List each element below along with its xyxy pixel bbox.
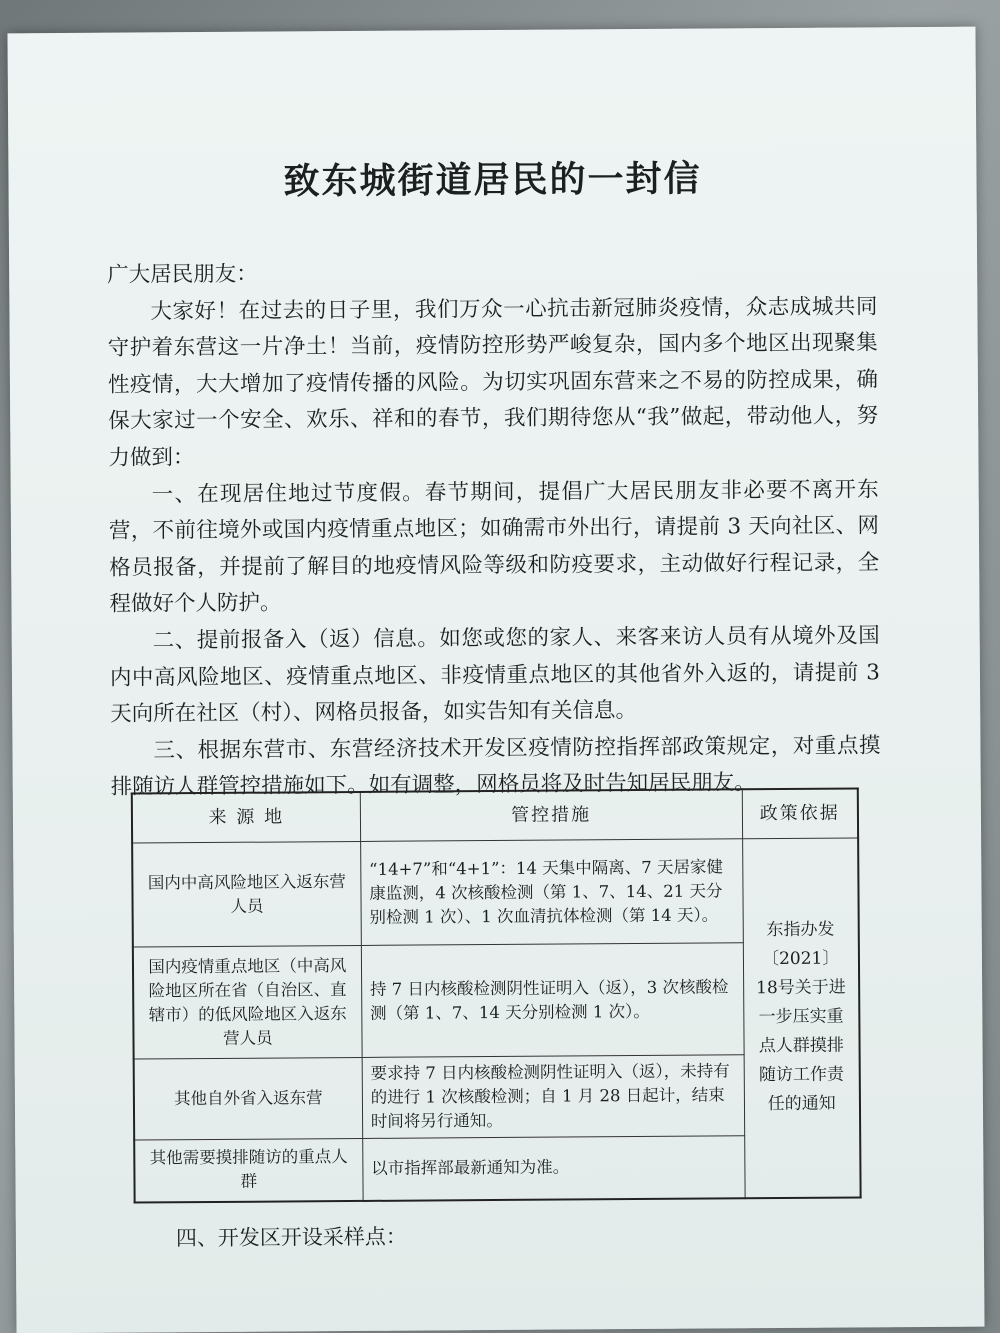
header-policy: 政策依据 xyxy=(742,788,858,838)
paragraph-item-three: 三、根据东营市、东营经济技术开发区疫情防控指挥部政策规定，对重点摸排随访人群管控措施如下。如有调整，网格员将及时告知居民朋友。 xyxy=(110,733,881,801)
paragraph-greeting: 大家好！在过去的日子里，我们万众一心抗击新冠肺炎疫情，众志成城共同守护着东营这一片净土！当前，疫情防控形势严峻复杂，国内多个地区出现聚集性疫情，大大增加了疫情传播的风险。为切实巩固东营来之不易的防控成果，确保大家过一个安全、欢乐、祥和的春节，我们期待您从“我”做起，带动他人，努力做到： xyxy=(107,293,879,471)
table-row xyxy=(132,838,859,947)
row-origin: 其他需要摸排随访的重点人群 xyxy=(134,1138,363,1202)
letter-title: 致东城街道居民的一封信 xyxy=(283,157,702,203)
control-measures-table xyxy=(131,787,862,1203)
section-four-heading: 四、开发区开设采样点： xyxy=(175,1224,407,1251)
table-header-row xyxy=(132,788,858,843)
row-origin: 国内中高风险地区入返东营人员 xyxy=(132,841,361,947)
header-measures: 管控措施 xyxy=(360,789,742,841)
paragraph-item-one: 一、在现居住地过节度假。春节期间，提倡广大居民朋友非必要不离开东营，不前往境外或国内疫情重点地区；如确需市外出行，请提前 3 天向社区、网格员报备，并提前了解目的地疫情风险等级和防疫要求，主动做好行程记录，全程做好个人防护。 xyxy=(108,476,880,618)
salutation: 广大居民朋友： xyxy=(107,261,258,288)
row-measures: 要求持 7 日内核酸检测阴性证明入（返），未持有的进行 1 次核酸检测；自 1 月 28 日起计，结束时间将另行通知。 xyxy=(362,1055,744,1139)
row-measures: 持 7 日内核酸检测阴性证明入（返），3 次核酸检测（第 1、7、14 天分别检测 1 次）。 xyxy=(361,943,743,1058)
letter-paper xyxy=(7,27,984,1333)
row-measures: “14+7”和“4+1”：14 天集中隔离、7 天居家健康监测，4 次核酸检测（第 1、7、14、21 天分别检测 1 次）、1 次血清抗体检测（第 14 天）。 xyxy=(360,839,742,946)
row-origin: 其他自外省入返东营 xyxy=(134,1057,363,1140)
paragraph-item-two: 二、提前报备入（返）信息。如您或您的家人、来客来访人员有从境外及国内中高风险地区、疫情重点地区、非疫情重点地区的其他省外入返的，请提前 3 天向所在社区（村）、网格员报备，如实告知有关信息。 xyxy=(109,623,881,727)
letter-body xyxy=(107,252,881,806)
header-origin: 来 源 地 xyxy=(132,792,361,843)
row-measures: 以市指挥部最新通知为准。 xyxy=(362,1136,744,1201)
policy-basis: 东指办发〔2021〕18号关于进一步压实重点人群摸排随访工作责任的通知 xyxy=(742,838,860,1198)
row-origin: 国内疫情重点地区（中高风险地区所在省（自治区、直辖市）的低风险地区入返东营人员 xyxy=(133,945,362,1059)
